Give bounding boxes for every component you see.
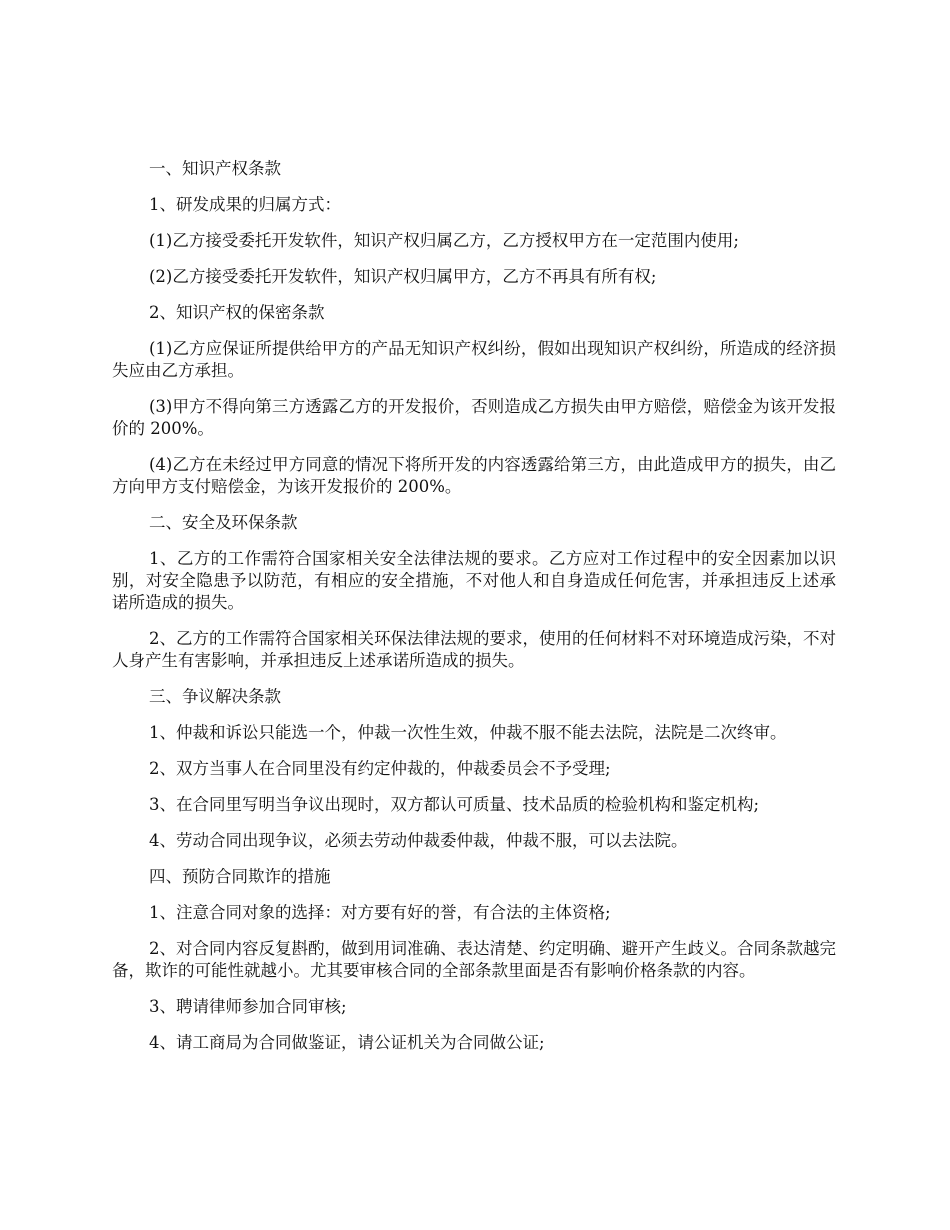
paragraph: (3)甲方不得向第三方透露乙方的开发报价，否则造成乙方损失由甲方赔偿，赔偿金为该开发报价的 200%。 — [112, 397, 836, 438]
paragraph: 3、在合同里写明当争议出现时，双方都认可质量、技术品质的检验机构和鉴定机构; — [149, 795, 760, 814]
paragraph: 1、乙方的工作需符合国家相关安全法律法规的要求。乙方应对工作过程中的安全因素加以识别，对安全隐患予以防范，有相应的安全措施，不对他人和自身造成任何危害，并承担违反上述承诺所造成的损失。 — [112, 549, 836, 612]
section-heading-fraud: 四、预防合同欺诈的措施 — [149, 867, 331, 886]
section-heading-ip: 一、知识产权条款 — [149, 159, 281, 178]
paragraph: 3、聘请律师参加合同审核; — [149, 997, 347, 1016]
section-heading-safety: 二、安全及环保条款 — [149, 513, 298, 532]
paragraph: (2)乙方接受委托开发软件，知识产权归属甲方，乙方不再具有所有权; — [149, 267, 657, 286]
section-heading-dispute: 三、争议解决条款 — [149, 687, 281, 706]
paragraph: 2、对合同内容反复斟酌，做到用词准确、表达清楚、约定明确、避开产生歧义。合同条款越完备，欺诈的可能性就越小。尤其要审核合同的全部条款里面是否有影响价格条款的内容。 — [112, 939, 836, 980]
paragraph: 4、劳动合同出现争议，必须去劳动仲裁委仲裁，仲裁不服，可以去法院。 — [149, 831, 688, 850]
paragraph: 1、注意合同对象的选择：对方要有好的誉，有合法的主体资格; — [149, 903, 611, 922]
document-body — [112, 158, 836, 1068]
paragraph: (1)乙方接受委托开发软件，知识产权归属乙方，乙方授权甲方在一定范围内使用; — [149, 231, 739, 250]
paragraph: (1)乙方应保证所提供给甲方的产品无知识产权纠纷，假如出现知识产权纠纷，所造成的经济损失应由乙方承担。 — [112, 339, 836, 380]
paragraph: 1、研发成果的归属方式： — [149, 195, 341, 214]
paragraph: 4、请工商局为合同做鉴证，请公证机关为合同做公证; — [149, 1033, 545, 1052]
paragraph: 2、乙方的工作需符合国家相关环保法律法规的要求，使用的任何材料不对环境造成污染，不对人身产生有害影响，并承担违反上述承诺所造成的损失。 — [112, 629, 836, 670]
paragraph: 2、知识产权的保密条款 — [149, 303, 325, 322]
paragraph: 2、双方当事人在合同里没有约定仲裁的，仲裁委员会不予受理; — [149, 759, 611, 778]
paragraph: 1、仲裁和诉讼只能选一个，仲裁一次性生效，仲裁不服不能去法院，法院是二次终审。 — [149, 723, 787, 742]
paragraph: (4)乙方在未经过甲方同意的情况下将所开发的内容透露给第三方，由此造成甲方的损失，由乙方向甲方支付赔偿金，为该开发报价的 200%。 — [112, 455, 836, 496]
